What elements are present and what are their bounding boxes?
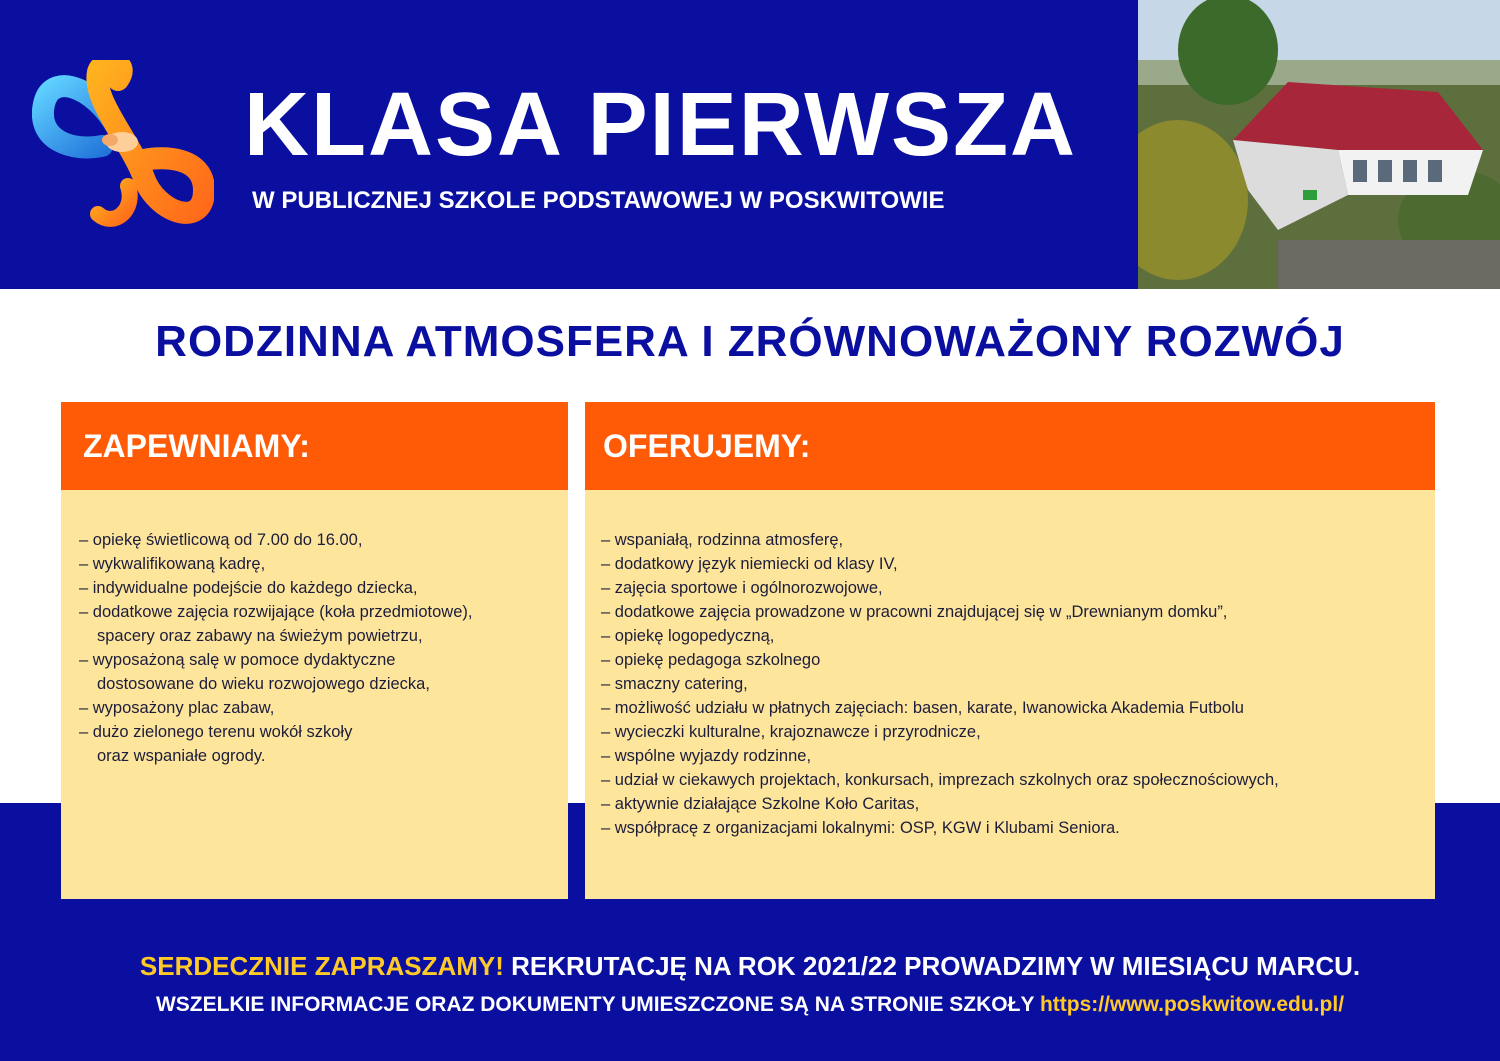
footer-info-text: WSZELKIE INFORMACJE ORAZ DOKUMENTY UMIESZCZONE SĄ NA STRONIE SZKOŁY	[155, 993, 1035, 1016]
list-item: – smaczny catering,	[601, 672, 1435, 696]
list-item: spacery oraz zabawy na świeżym powietrzu,	[97, 627, 423, 645]
list-item: – zajęcia sportowe i ogólnorozwojowe,	[601, 576, 1435, 600]
list-item: oraz wspaniałe ogrody.	[97, 747, 266, 765]
headline: RODZINNA ATMOSFERA I ZRÓWNOWAŻONY ROZWÓJ	[155, 317, 1345, 366]
footer-invitation	[0, 946, 1500, 986]
offer-panel-title: OFERUJEMY:	[585, 402, 1435, 490]
list-item: – wyposażoną salę w pomoce dydaktyczne	[79, 648, 568, 672]
list-item: dostosowane do wieku rozwojowego dziecka,	[97, 675, 430, 693]
list-item: – dodatkowe zajęcia prowadzone w pracowni znajdującej się w „Drewnianym domku”,	[601, 600, 1435, 624]
school-website-link[interactable]: https://www.poskwitow.edu.pl/	[1039, 993, 1345, 1016]
page-title: KLASA PIERWSZA	[244, 75, 1078, 175]
offer-panel	[585, 402, 1435, 899]
footer-info	[0, 988, 1500, 1022]
list-item: – wycieczki kulturalne, krajoznawcze i przyrodnicze,	[601, 720, 1435, 744]
list-item: – współpracę z organizacjami lokalnymi: OSP, KGW i Klubami Seniora.	[601, 816, 1435, 840]
list-item: – opiekę logopedyczną,	[601, 624, 1435, 648]
footer-greeting: SERDECZNIE ZAPRASZAMY!	[139, 951, 504, 981]
list-item: – dużo zielonego terenu wokół szkoły	[79, 720, 568, 744]
list-item: – wspaniałą, rodzinna atmosferę,	[601, 528, 1435, 552]
school-building-photo	[1138, 0, 1500, 289]
list-item: – dodatkowy język niemiecki od klasy IV,	[601, 552, 1435, 576]
list-item: – udział w ciekawych projektach, konkursach, imprezach szkolnych oraz społecznościowych,	[601, 768, 1435, 792]
list-item: – wyposażony plac zabaw,	[79, 696, 568, 720]
list-item: – opiekę pedagoga szkolnego	[601, 648, 1435, 672]
infinity-hands-logo-icon	[32, 60, 214, 232]
header-band	[0, 0, 1138, 289]
list-item: – wspólne wyjazdy rodzinne,	[601, 744, 1435, 768]
list-item: – aktywnie działające Szkolne Koło Caritas,	[601, 792, 1435, 816]
list-item: – opiekę świetlicową od 7.00 do 16.00,	[79, 528, 568, 552]
page-subtitle: W PUBLICZNEJ SZKOLE PODSTAWOWEJ W POSKWITOWIE	[252, 187, 945, 214]
footer-recruitment: REKRUTACJĘ NA ROK 2021/22 PROWADZIMY W MIESIĄCU MARCU.	[511, 951, 1361, 981]
provide-panel-title: ZAPEWNIAMY:	[61, 402, 568, 490]
list-item: – wykwalifikowaną kadrę,	[79, 552, 568, 576]
list-item: – możliwość udziału w płatnych zajęciach: basen, karate, Iwanowicka Akademia Futbolu	[601, 696, 1435, 720]
list-item: – dodatkowe zajęcia rozwijające (koła przedmiotowe),	[79, 600, 568, 624]
provide-list	[61, 490, 568, 768]
list-item: – indywidualne podejście do każdego dziecka,	[79, 576, 568, 600]
offer-list	[585, 490, 1435, 840]
provide-panel	[61, 402, 568, 899]
